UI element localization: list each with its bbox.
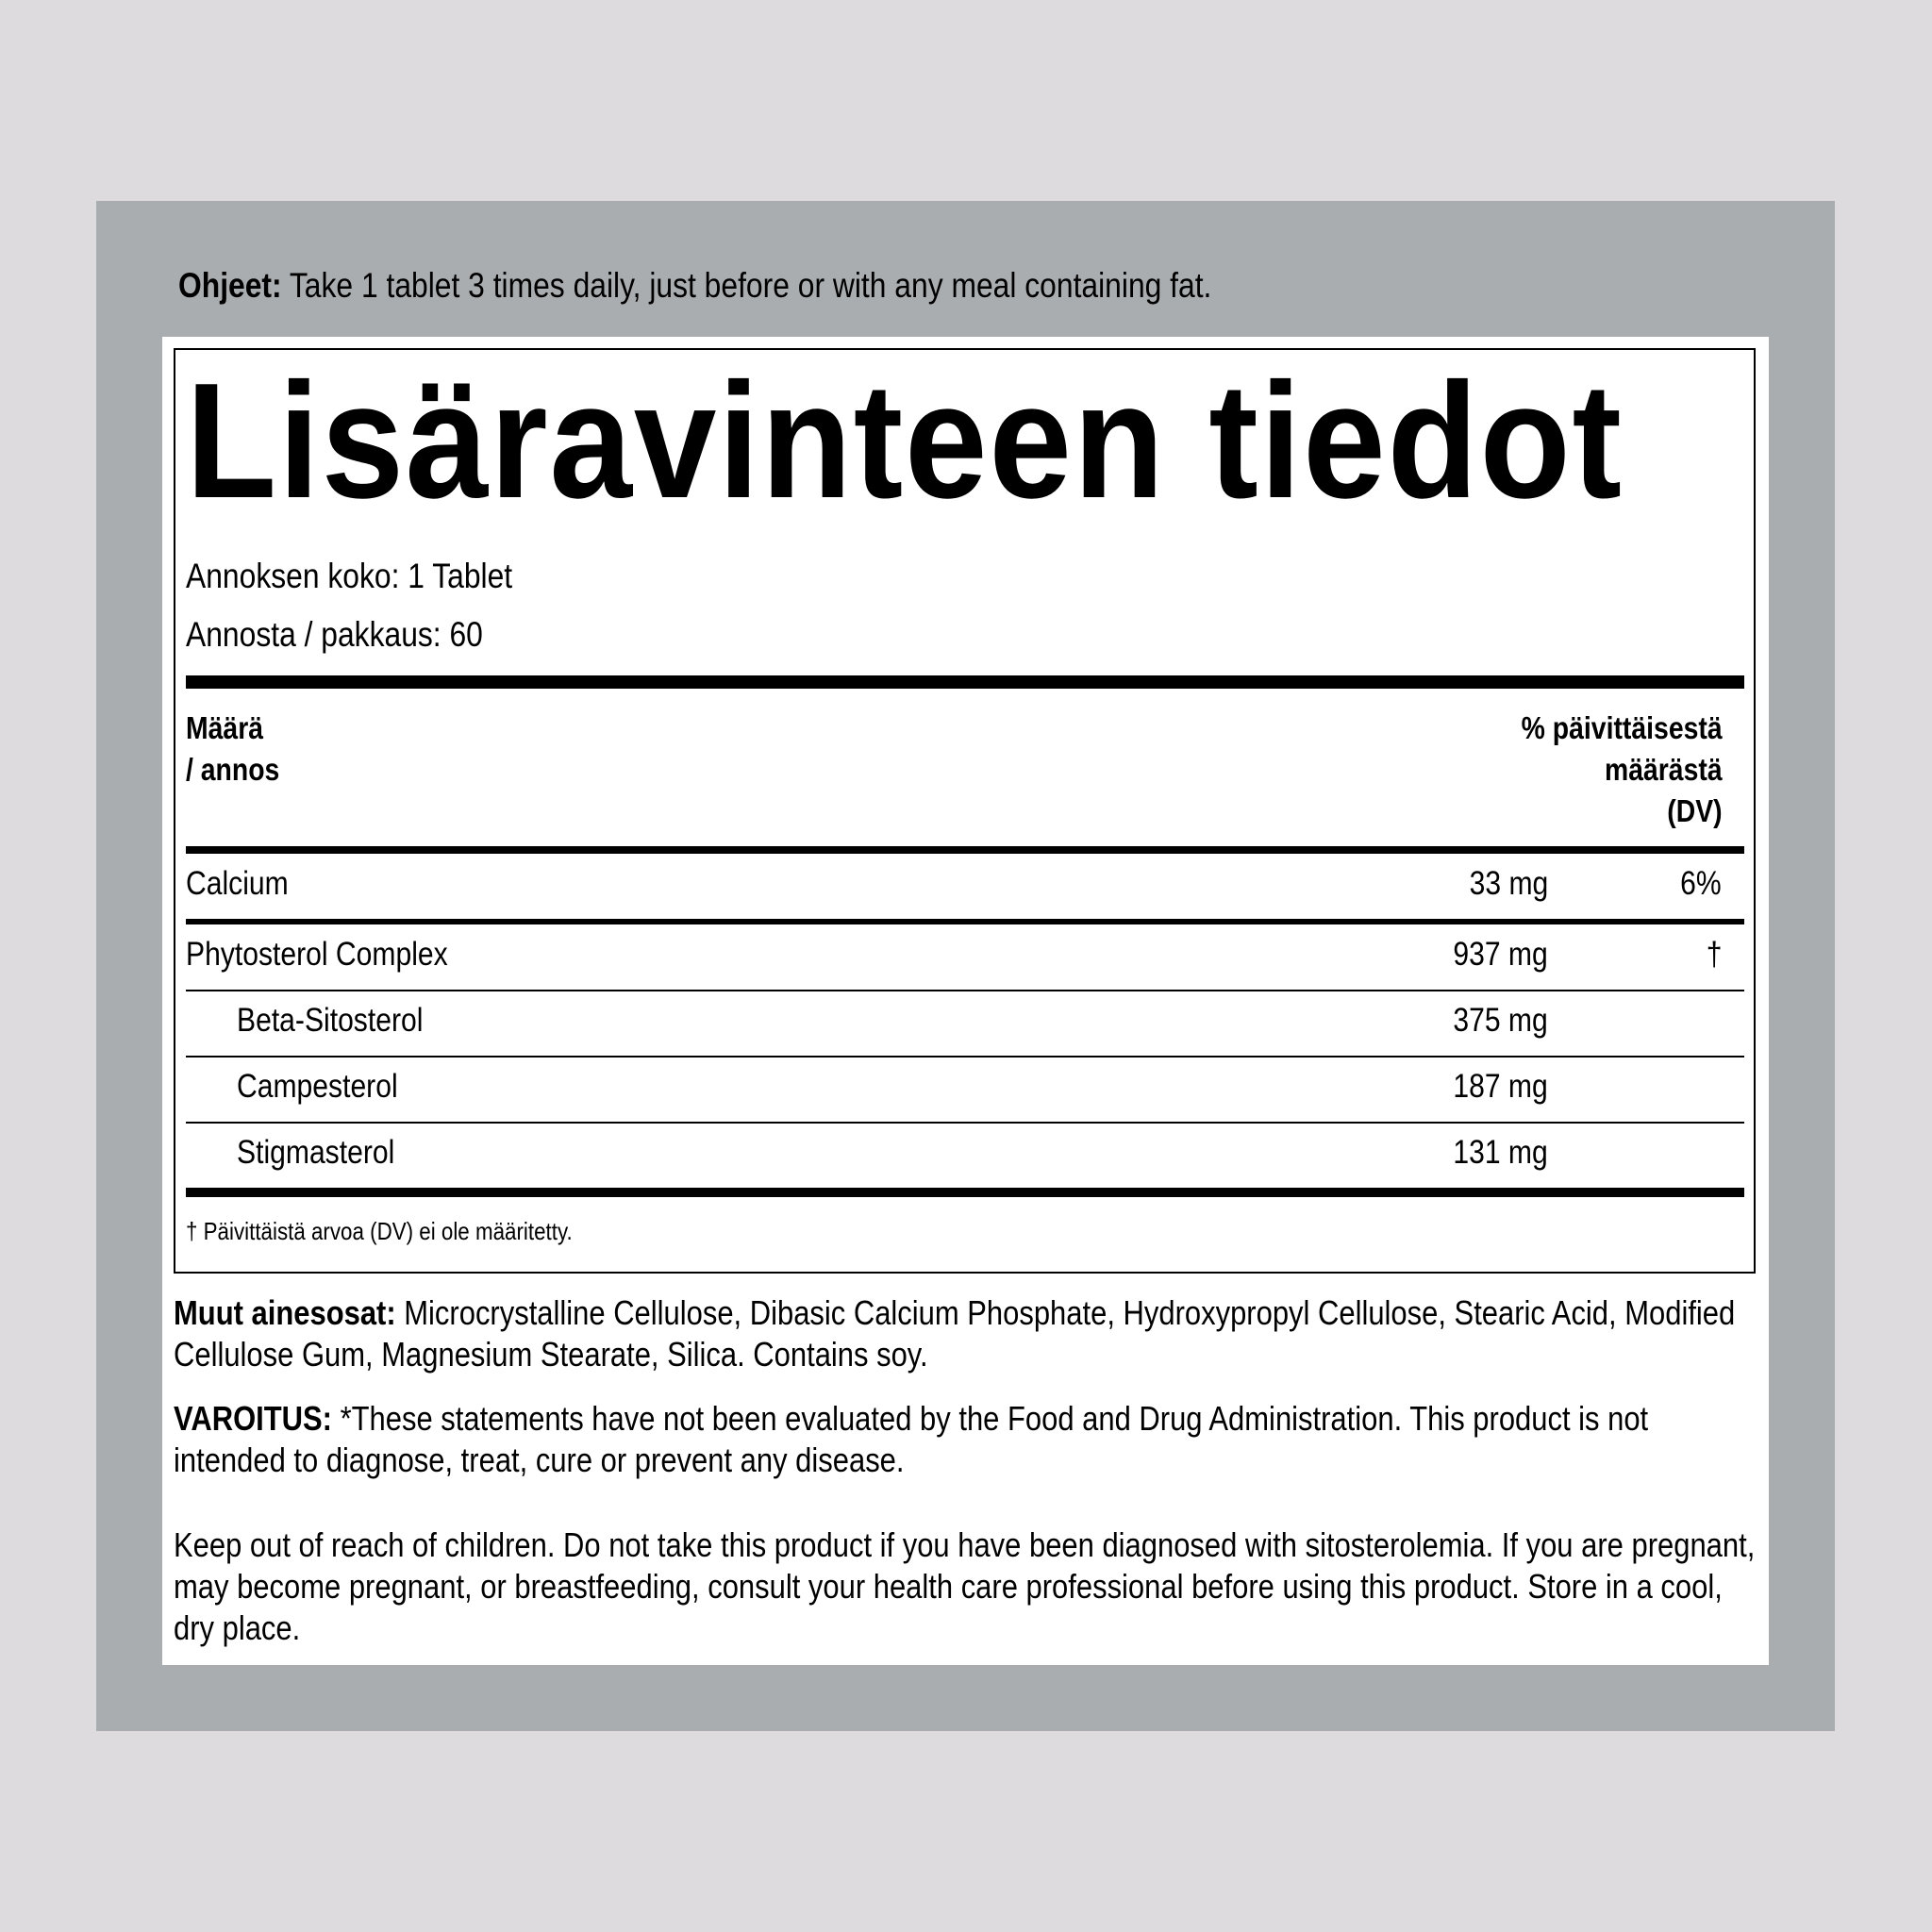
other-ingredients-text: Microcrystalline Cellulose, Dibasic Calcium Phosphate, Hydroxypropyl Cellulose, Stearic Acid, Modified Cellulose Gum, Magnesium Stearate, Silica. Contains soy. xyxy=(174,1293,1736,1374)
row-divider xyxy=(186,919,1744,924)
nutrient-name: Campesterol xyxy=(237,1068,398,1105)
nutrient-row xyxy=(186,861,1744,907)
nutrient-row xyxy=(186,1064,1744,1109)
other-ingredients-label: Muut ainesosat: xyxy=(174,1293,396,1332)
row-divider xyxy=(186,1056,1744,1058)
warning-text: *These statements have not been evaluated by the Food and Drug Administration. This product is not intended to diagnose, treat, cure or prevent any disease. xyxy=(174,1399,1649,1479)
dv-footnote: † Päivittäistä arvoa (DV) ei ole määritetty. xyxy=(186,1217,573,1245)
nutrient-name: Beta-Sitosterol xyxy=(237,1002,424,1039)
thick-divider xyxy=(186,1188,1744,1197)
warning-label: VAROITUS: xyxy=(174,1399,332,1438)
header-right-line1: % päivittäisestä xyxy=(1522,710,1723,745)
header-right-line2: määrästä xyxy=(1605,752,1723,787)
row-divider xyxy=(186,990,1744,991)
nutrient-dv: † xyxy=(1706,936,1722,973)
daily-value-header xyxy=(1522,708,1723,832)
nutrient-amount: 131 mg xyxy=(1453,1134,1548,1171)
caution xyxy=(174,1524,1756,1649)
serving-size: Annoksen koko: 1 Tablet xyxy=(186,557,513,595)
header-left-line2: / annos xyxy=(186,752,280,787)
nutrient-dv: 6% xyxy=(1680,865,1722,902)
nutrient-row xyxy=(186,1130,1744,1175)
servings-per-container: Annosta / pakkaus: 60 xyxy=(186,615,483,654)
directions xyxy=(178,263,1211,308)
facts-title: Lisäravinteen tiedot xyxy=(186,348,1624,532)
nutrient-row xyxy=(186,932,1744,977)
directions-text: Take 1 tablet 3 times daily, just before or with any meal containing fat. xyxy=(281,266,1212,305)
thick-divider xyxy=(186,675,1744,689)
nutrient-amount: 375 mg xyxy=(1453,1002,1548,1039)
header-right-line3: (DV) xyxy=(1667,793,1723,828)
warning xyxy=(174,1398,1756,1481)
header-left-line1: Määrä xyxy=(186,710,264,745)
directions-label: Ohjeet: xyxy=(178,266,282,305)
amount-per-serving-header xyxy=(186,708,279,791)
nutrient-name: Phytosterol Complex xyxy=(186,936,448,973)
nutrient-amount: 937 mg xyxy=(1453,936,1548,973)
other-ingredients xyxy=(174,1292,1756,1375)
nutrient-amount: 187 mg xyxy=(1453,1068,1548,1105)
medium-divider xyxy=(186,846,1744,854)
caution-text: Keep out of reach of children. Do not take this product if you have been diagnosed with sitosterolemia. If you are pregnant, may become pregnant, or breastfeeding, consult your health care professional before using this product. Store in a cool, dry place. xyxy=(174,1525,1756,1647)
row-divider xyxy=(186,1122,1744,1124)
nutrient-row xyxy=(186,998,1744,1043)
nutrient-amount: 33 mg xyxy=(1469,865,1548,902)
nutrient-name: Calcium xyxy=(186,865,289,902)
nutrient-name: Stigmasterol xyxy=(237,1134,395,1171)
